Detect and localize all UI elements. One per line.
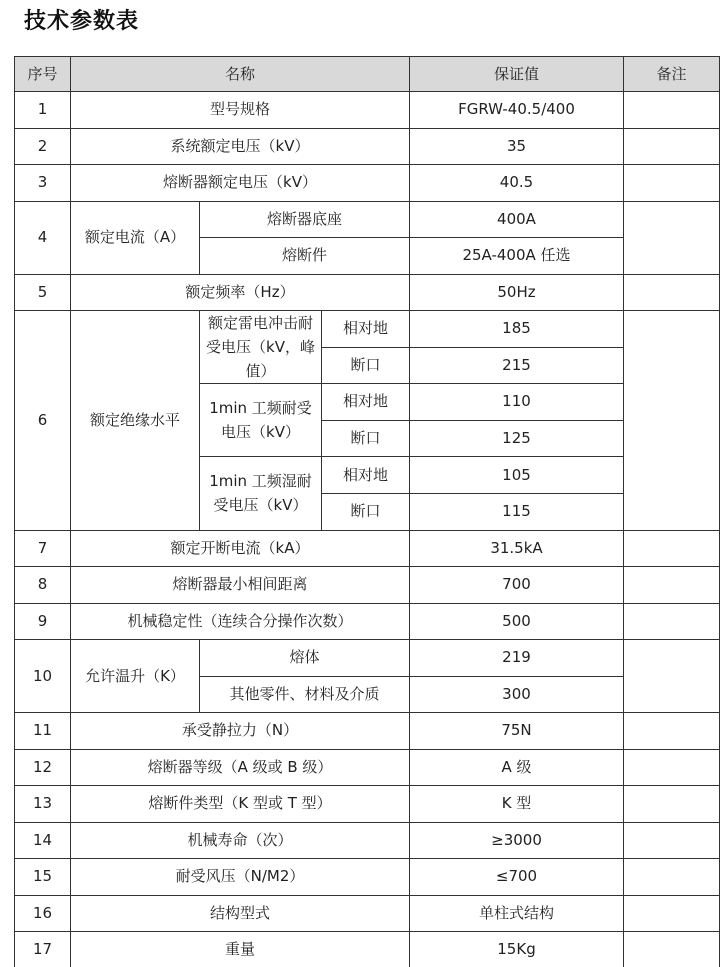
document-title: 技术参数表 — [24, 9, 140, 34]
row-value: 115 — [410, 494, 624, 531]
row-index: 10 — [14, 640, 71, 713]
row-value: ≤700 — [410, 859, 624, 896]
header-index: 序号 — [14, 56, 71, 92]
row-name: 熔断器等级（A 级或 B 级） — [71, 750, 410, 787]
header-name: 名称 — [71, 56, 410, 92]
row-item-name: 相对地 — [322, 384, 410, 421]
row-index: 12 — [14, 750, 71, 787]
row-remark — [624, 567, 720, 604]
parameter-table — [14, 56, 720, 967]
row-name: 重量 — [71, 932, 410, 967]
row-value: ≥3000 — [410, 823, 624, 860]
row-value: 40.5 — [410, 165, 624, 202]
row-remark — [624, 165, 720, 202]
row-value: A 级 — [410, 750, 624, 787]
row-index: 11 — [14, 713, 71, 750]
row-item-name: 其他零件、材料及介质 — [200, 677, 410, 714]
row-remark — [624, 932, 720, 967]
row-name: 机械稳定性（连续合分操作次数） — [71, 604, 410, 641]
row-name: 熔断器最小相间距离 — [71, 567, 410, 604]
row-subgroup-label: 1min 工频湿耐受电压（kV） — [200, 457, 322, 530]
row-remark — [624, 531, 720, 568]
row-value: 25A-400A 任选 — [410, 238, 624, 275]
row-item-name: 相对地 — [322, 457, 410, 494]
row-remark — [624, 92, 720, 129]
row-index: 3 — [14, 165, 71, 202]
row-remark — [624, 604, 720, 641]
row-name: 机械寿命（次） — [71, 823, 410, 860]
row-subgroup-label: 额定雷电冲击耐受电压（kV，峰值） — [200, 311, 322, 384]
row-value: 110 — [410, 384, 624, 421]
row-remark — [624, 859, 720, 896]
row-value: 125 — [410, 421, 624, 458]
row-remark — [624, 311, 720, 531]
row-index: 1 — [14, 92, 71, 129]
row-value: 300 — [410, 677, 624, 714]
row-value: 185 — [410, 311, 624, 348]
row-name: 承受静拉力（N） — [71, 713, 410, 750]
row-item-name: 断口 — [322, 348, 410, 385]
row-value: 219 — [410, 640, 624, 677]
row-item-name: 断口 — [322, 494, 410, 531]
row-value: FGRW-40.5/400 — [410, 92, 624, 129]
row-value: 215 — [410, 348, 624, 385]
row-value: 50Hz — [410, 275, 624, 312]
row-index: 4 — [14, 202, 71, 275]
row-index: 2 — [14, 129, 71, 166]
row-group-label: 额定电流（A） — [71, 202, 200, 275]
row-index: 17 — [14, 932, 71, 967]
row-value: 500 — [410, 604, 624, 641]
row-value: 75N — [410, 713, 624, 750]
row-group-label: 允许温升（K） — [71, 640, 200, 713]
row-remark — [624, 275, 720, 312]
row-remark — [624, 750, 720, 787]
row-index: 8 — [14, 567, 71, 604]
row-name: 熔断件类型（K 型或 T 型） — [71, 786, 410, 823]
row-remark — [624, 823, 720, 860]
row-item-name: 熔体 — [200, 640, 410, 677]
row-name: 型号规格 — [71, 92, 410, 129]
row-group-label: 额定绝缘水平 — [71, 311, 200, 531]
row-value: 31.5kA — [410, 531, 624, 568]
row-value: 105 — [410, 457, 624, 494]
row-index: 14 — [14, 823, 71, 860]
row-value: 35 — [410, 129, 624, 166]
row-name: 额定频率（Hz） — [71, 275, 410, 312]
row-index: 7 — [14, 531, 71, 568]
row-index: 6 — [14, 311, 71, 531]
row-item-name: 熔断件 — [200, 238, 410, 275]
row-index: 16 — [14, 896, 71, 933]
row-name: 系统额定电压（kV） — [71, 129, 410, 166]
row-value: 700 — [410, 567, 624, 604]
row-name: 耐受风压（N/M2） — [71, 859, 410, 896]
row-index: 15 — [14, 859, 71, 896]
row-item-name: 熔断器底座 — [200, 202, 410, 239]
row-item-name: 相对地 — [322, 311, 410, 348]
header-remark: 备注 — [624, 56, 720, 92]
row-item-name: 断口 — [322, 421, 410, 458]
row-value: 单柱式结构 — [410, 896, 624, 933]
row-value: 400A — [410, 202, 624, 239]
row-remark — [624, 713, 720, 750]
row-name: 熔断器额定电压（kV） — [71, 165, 410, 202]
row-remark — [624, 202, 720, 275]
row-name: 额定开断电流（kA） — [71, 531, 410, 568]
row-remark — [624, 129, 720, 166]
row-index: 9 — [14, 604, 71, 641]
row-remark — [624, 640, 720, 713]
row-value: K 型 — [410, 786, 624, 823]
row-remark — [624, 896, 720, 933]
header-value: 保证值 — [410, 56, 624, 92]
row-subgroup-label: 1min 工频耐受电压（kV） — [200, 384, 322, 457]
row-index: 5 — [14, 275, 71, 312]
row-value: 15Kg — [410, 932, 624, 967]
row-index: 13 — [14, 786, 71, 823]
row-remark — [624, 786, 720, 823]
row-name: 结构型式 — [71, 896, 410, 933]
